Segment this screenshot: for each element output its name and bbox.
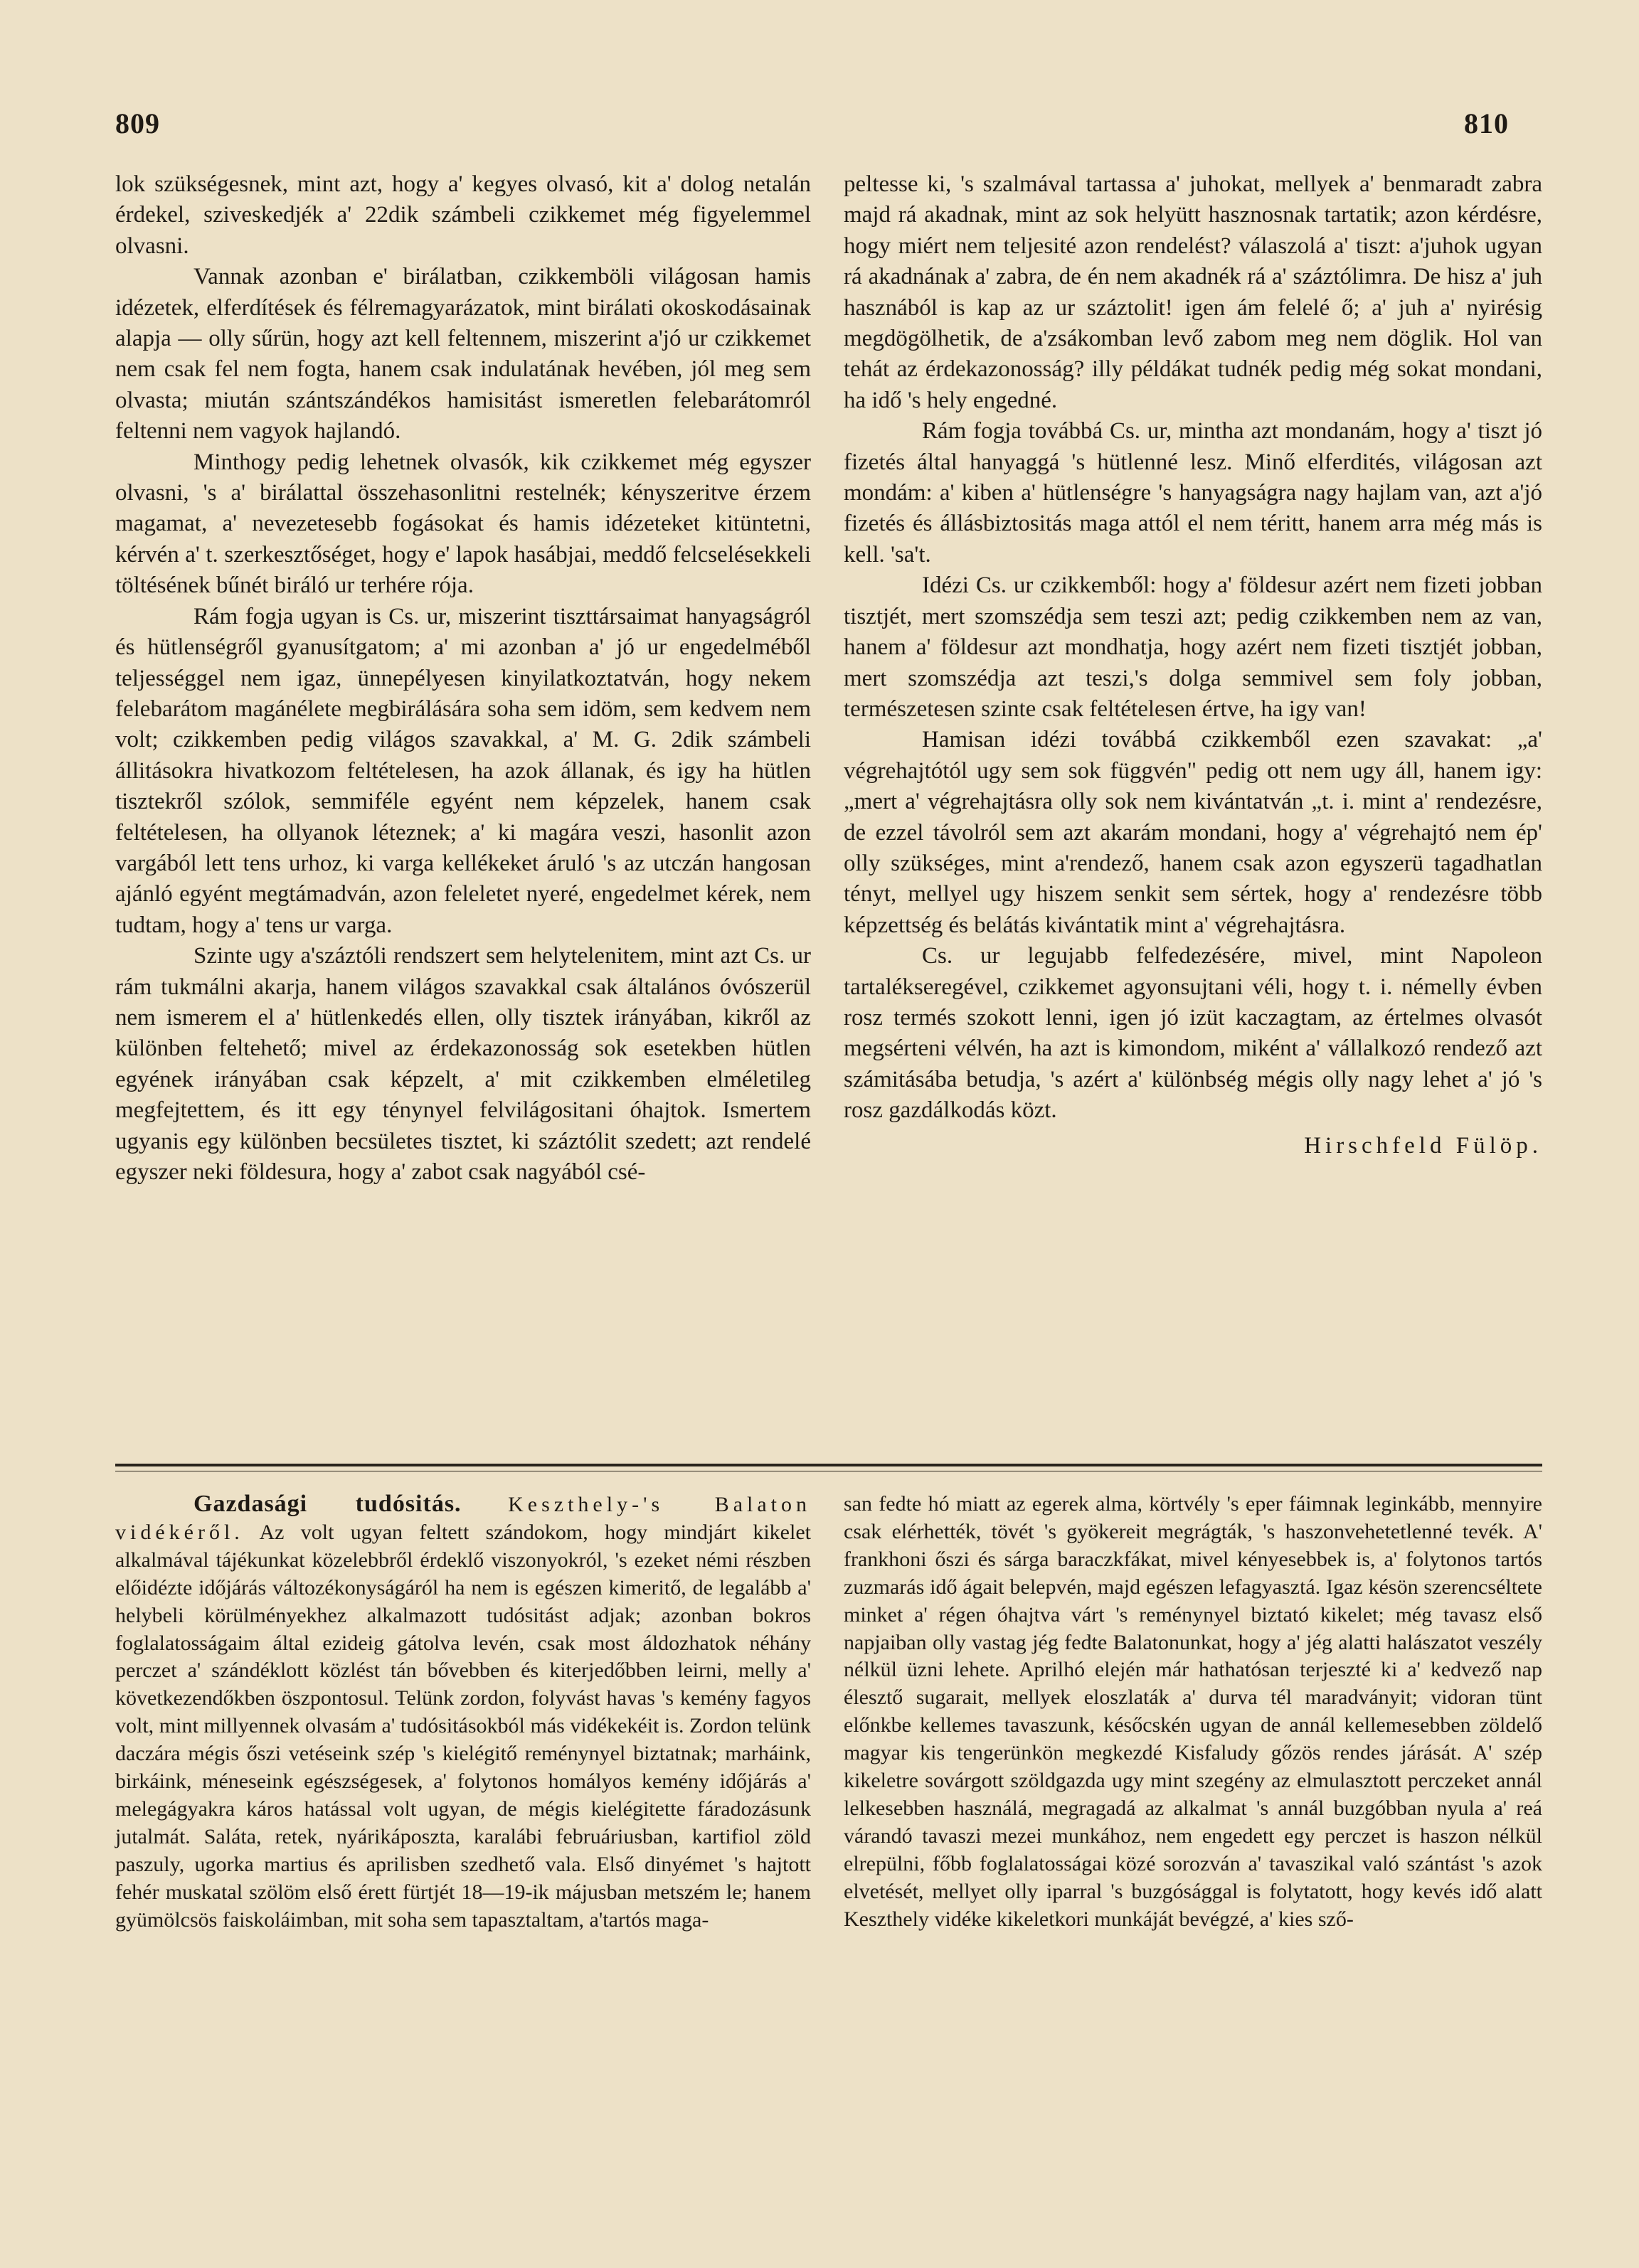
page-number-left: 809 — [115, 107, 160, 139]
report-text: Az volt ugyan feltett szándokom, hogy mindjárt kikelet alkalmával tájékunkat közelebbről érdeklő viszonyokról, 's ezeket némi részben előidézte időjárás változékonyságáról ha nem is egészen kimeritő, de legalább a' helybeli körülményekhez alkalmazott tudósitást adjak; azonban bokros foglalatosságaim által ezideig gátolva levén, csak most áldozhatok néhány perczet a' szándéklott közlést tán bővebben és kiterjedőbben leirni, melly a' következendőkben öszpontosul. Telünk zordon, folyvást havas 's kemény fagyos volt, mint millyennek olvasám a' tudósitásokból más vidékekéit is. Zordon telünk daczára mégis őszi vetéseink szép 's kielégitő reménynyel biztatnak; marháink, birkáink, méneseink egészségesek, a' folytonos homályos kemény időjárás a' melegágyakra káros hatással volt ugyan, de mégis kielégitette fáradozásunk jutalmát. Saláta, retek, nyárikáposzta, karalábi februáriusban, kartifiol zöld paszuly, ugorka martius és aprilisben szedhető vala. Első dinyémet 's hajtott fehér muskatal szölöm első érett fürtjét 18—19-ik májusban metszém le; hanem gyümölcsös faiskoláimban, mit soha sem tapasztaltam, a'tartós maga- — [115, 1520, 811, 1932]
section-divider — [115, 1464, 1542, 1466]
paragraph: Cs. ur legujabb felfedezésére, mivel, mint Napoleon tartalékseregével, czikkemet agyonsujtani véli, hogy t. i. némelly évben rosz termés szokott lenni, igen jó izüt kaczagtam, az értelmes olvasót megsérteni vélvén, ha azt is kimondom, miként a' vállalkozó rendező azt számitásába betudja, 's azért a' különbség mégis olly nagy lehet a' jó 's rosz gazdálkodás közt. — [844, 943, 1542, 1124]
column-top-right — [844, 169, 1542, 1161]
column-bottom-left — [115, 1491, 811, 1934]
paragraph: Rám fogja továbbá Cs. ur, mintha azt mondanám, hogy a' tiszt jó fizetés által hanyaggá 's hütlenné lesz. Minő elferdités, világosan azt mondám: a' kiben a' hütlenségre 's hanyagságra nagy hajlam van, azt a'jó fizetés és állásbiztositás maga attól el nem téritt, hanem arra még más is kell. 'sa't. — [844, 418, 1542, 568]
paragraph: peltesse ki, 's szalmával tartassa a' juhokat, mellyek a' benmaradt zabra majd rá akadnak, mint az sok helyütt hasznosnak tartatik; azon kérdésre, hogy miért nem teljesité azon rendelést? válaszolá a' tiszt: a'juhok ugyan rá akadnának a' zabra, de én nem akadnék rá a' száztólimra. De hisz a' juh hasznából is kap az ur száztolit! igen ám felelé ő; a' juh a' nyirésig megdögölhetik, de a'zsákomban levő zabom meg nem döglik. Hol van tehát az érdekazonosság? illy példákat tudnék pedig még sokat mondani, ha idő 's hely engedné. — [844, 171, 1542, 413]
report-paragraph — [115, 1491, 811, 1934]
column-bottom-right — [844, 1491, 1542, 1934]
report-headline: Gazdasági tudósitás. — [193, 1491, 462, 1517]
column-top-left — [115, 169, 811, 1188]
paragraph: Idézi Cs. ur czikkemből: hogy a' földesur azért nem fizeti jobban tisztjét, mert szomszédja sem teszi azt; pedig czikkemben nem az van, hanem a' földesur azt mondhatja, hogy azért nem fizeti tisztjét jobban, mert szomszédja azt teszi,'s dolga semmivel sem foly jobban, természetesen szinte csak feltételesen értve, ha igy van! — [844, 573, 1542, 722]
report-place: Keszthely-'s Balaton vidékéről. — [115, 1493, 812, 1544]
paragraph: Vannak azonban e' birálatban, czikkemböli világosan hamis idézetek, elferdítések és félremagyarázatok, mint birálati okoskodásainak alapja — olly sűrün, hogy azt kell feltennem, miszerint a'jó ur czikkemet nem csak fel nem fogta, hanem csak indulatának hevében, jól meg sem olvasta; miután szántszándékos hamisitást ismeretlen felebarátomról feltenni nem vagyok hajlandó. — [115, 264, 811, 444]
paragraph: lok szükségesnek, mint azt, hogy a' kegyes olvasó, kit a' dolog netalán érdekel, sziveskedjék a' 22dik számbeli czikkemet még figyelemmel olvasni. — [115, 171, 811, 259]
paragraph: Rám fogja ugyan is Cs. ur, miszerint tiszttársaimat hanyagságról és hütlenségről gyanusítgatom; a' mi azonban a' jó ur engedelméből teljességgel nem igaz, ünnepélyesen kinyilatkoztatván, hogy nekem felebarátom magánélete megbirálására soha sem idöm, sem kedvem nem volt; czikkemben pedig világos szavakkal, a' M. G. 2dik számbeli állitásokra hivatkozom feltételesen, ha azok állanak, és igy ha hütlen tisztekről szólok, semmiféle egyént nem képzelek, hanem csak feltételesen, ha ollyanok léteznek; a' ki magára veszi, hasonlit azon vargából lett tens urhoz, ki varga kellékeket áruló 's az utczán hangosan ajánló egyént megtámadván, azon feleletet nyeré, engedelmet kérek, nem tudtam, hogy a' tens ur varga. — [115, 603, 811, 938]
paragraph: Hamisan idézi továbbá czikkemből ezen szavakat: „a' végrehajtótól ugy sem sok függvén" pedig ott nem ugy áll, hanem igy: „mert a' végrehajtásra olly sok nem kivántatván „t. i. mint a' rendezésre, de ezzel távolról sem azt akarám mondani, hogy a' végrehajtó nem ép' olly szükséges, mint a'rendező, hanem csak azon egyszerü tagadhatlan tényt, mellyel ugy hiszem senkit sem sértek, hogy a' rendezésre több képzettség és belátás kivántatik mint a' végrehajtásra. — [844, 727, 1542, 938]
author-signature: Hirschfeld Fülöp. — [1304, 1132, 1542, 1159]
paragraph: Szinte ugy a'száztóli rendszert sem helytelenitem, mint azt Cs. ur rám tukmálni akarja, hanem világos szavakkal csak általános óvószerül nem ismerem el a' hütlenkedés ellen, olly tisztek irányában, kikről az különben feltehető; mivel az érdekazonosság sok esetekben hütlen egyének irányában csak képzelt, a' mit czikkemben elméletileg megfejtettem, és itt egy ténynyel felvilágositani óhajtok. Ismertem ugyanis egy különben becsületes tisztet, ki száztólit szedett; azt rendelé egyszer neki földesura, hogy a' zabot csak nagyából csé- — [115, 943, 811, 1185]
page-number-right: 810 — [1464, 107, 1509, 139]
paragraph: Minthogy pedig lehetnek olvasók, kik czikkemet még egyszer olvasni, 's a' birálattal összehasonlitni restelnék; kényszeritve érzem magamat, a' nevezetesebb fogásokat és hamis idézeteket kitüntetni, kérvén a' t. szerkesztőséget, hogy e' lapok hasábjai, meddő felcselésekkeli töltésének bűnét biráló ur terhére rója. — [115, 449, 811, 599]
paragraph: san fedte hó miatt az egerek alma, körtvély 's eper fáimnak leginkább, mennyire csak elérhették, tövét 's gyökereit megrágták, 's haszonvehetetlenné tevék. A' frankhoni őszi és sárga baraczkfákat, mivel kényesebbek is, a' folytonos tartós zuzmarás idő ágait belepvén, majd egészen lefagyasztá. Igaz késön szerencséltete minket a' régen óhajtva várt 's reménynyel biztató kikelet; még tavasz első napjaiban olly vastag jég fedte Balatonunkat, hogy a' jég alatti halászatot veszély nélkül üzni lehete. Aprilhó elején már hathatósan terjeszté ki a' kedvező nap élesztő sugarait, mellyek eloszlaták a' durva tél maradványit; vidoran tünt előnkbe kellemes tavaszunk, későcskén ugyan de annál kellemesebben zöldelő magyar kis tengerünkön megkezdé Kisfaludy gőzös rendes járását. A' szép kikeletre sovárgott szöldgazda ugy mint szegény az elmulasztott perczeket annál lelkesebben használá, megragadá az alkalmat 's annál buzgóbban nyula a' reá várandó tavaszi mezei munkához, nem engedett egy perczet is haszon nélkül elrepülni, főbb foglalatosságai közé sorozván a' tavaszikal való szántást 's azok elvetését, mellyet olly iparral 's buzgósággal is folytatott, hogy kevés idő alatt Keszthely vidéke kikeletkori munkáját bevégzé, a' kies sző- — [844, 1492, 1542, 1931]
